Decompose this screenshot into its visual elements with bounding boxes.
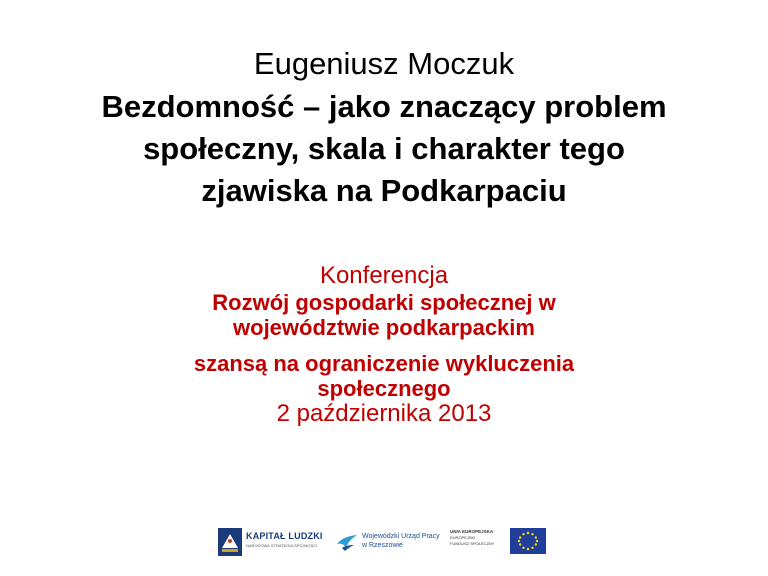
kapital-ludzki-name: KAPITAŁ LUDZKI — [246, 531, 323, 541]
eu-line: FUNDUSZ SPOŁECZNY — [450, 541, 495, 546]
wup-bird-icon — [336, 532, 358, 552]
title-line: zjawiska na Podkarpaciu — [201, 173, 567, 208]
wup-name-line: w Rzeszowie — [362, 542, 403, 549]
eu-text — [450, 529, 506, 547]
title-block — [40, 44, 728, 212]
conference-name-part-2 — [40, 351, 728, 401]
eu-line: EUROPEJSKI — [450, 535, 476, 540]
kapital-ludzki-icon — [218, 528, 242, 556]
sponsor-logos — [218, 522, 548, 562]
wup-name — [362, 532, 440, 550]
conference-date: 2 października 2013 — [276, 400, 492, 427]
conference-name-part-1 — [40, 290, 728, 340]
author-name: Eugeniusz Moczuk — [253, 46, 515, 81]
conference-name-line: szansą na ograniczenie wykluczenia — [193, 351, 575, 376]
conference-name-line: Rozwój gospodarki społecznej w — [212, 290, 556, 315]
kapital-ludzki-subtitle: NARODOWA STRATEGIA SPÓJNOŚCI — [246, 543, 318, 548]
title-line: Bezdomność – jako znaczący problem — [101, 89, 667, 124]
eu-flag-icon — [510, 528, 546, 554]
title-line: społeczny, skala i charakter tego — [143, 131, 625, 166]
conference-label: Konferencja — [319, 262, 449, 289]
conference-block — [40, 263, 728, 427]
conference-name-line: województwie podkarpackim — [233, 315, 535, 340]
eu-line: UNIA EUROPEJSKA — [450, 529, 494, 534]
wup-name-line: Wojewódzki Urząd Pracy — [362, 533, 440, 540]
kapital-ludzki-logo — [218, 526, 326, 558]
presentation-title — [40, 86, 728, 212]
conference-name-line: społecznego — [317, 376, 451, 401]
eu-logo — [450, 526, 546, 558]
wup-logo — [336, 528, 440, 558]
